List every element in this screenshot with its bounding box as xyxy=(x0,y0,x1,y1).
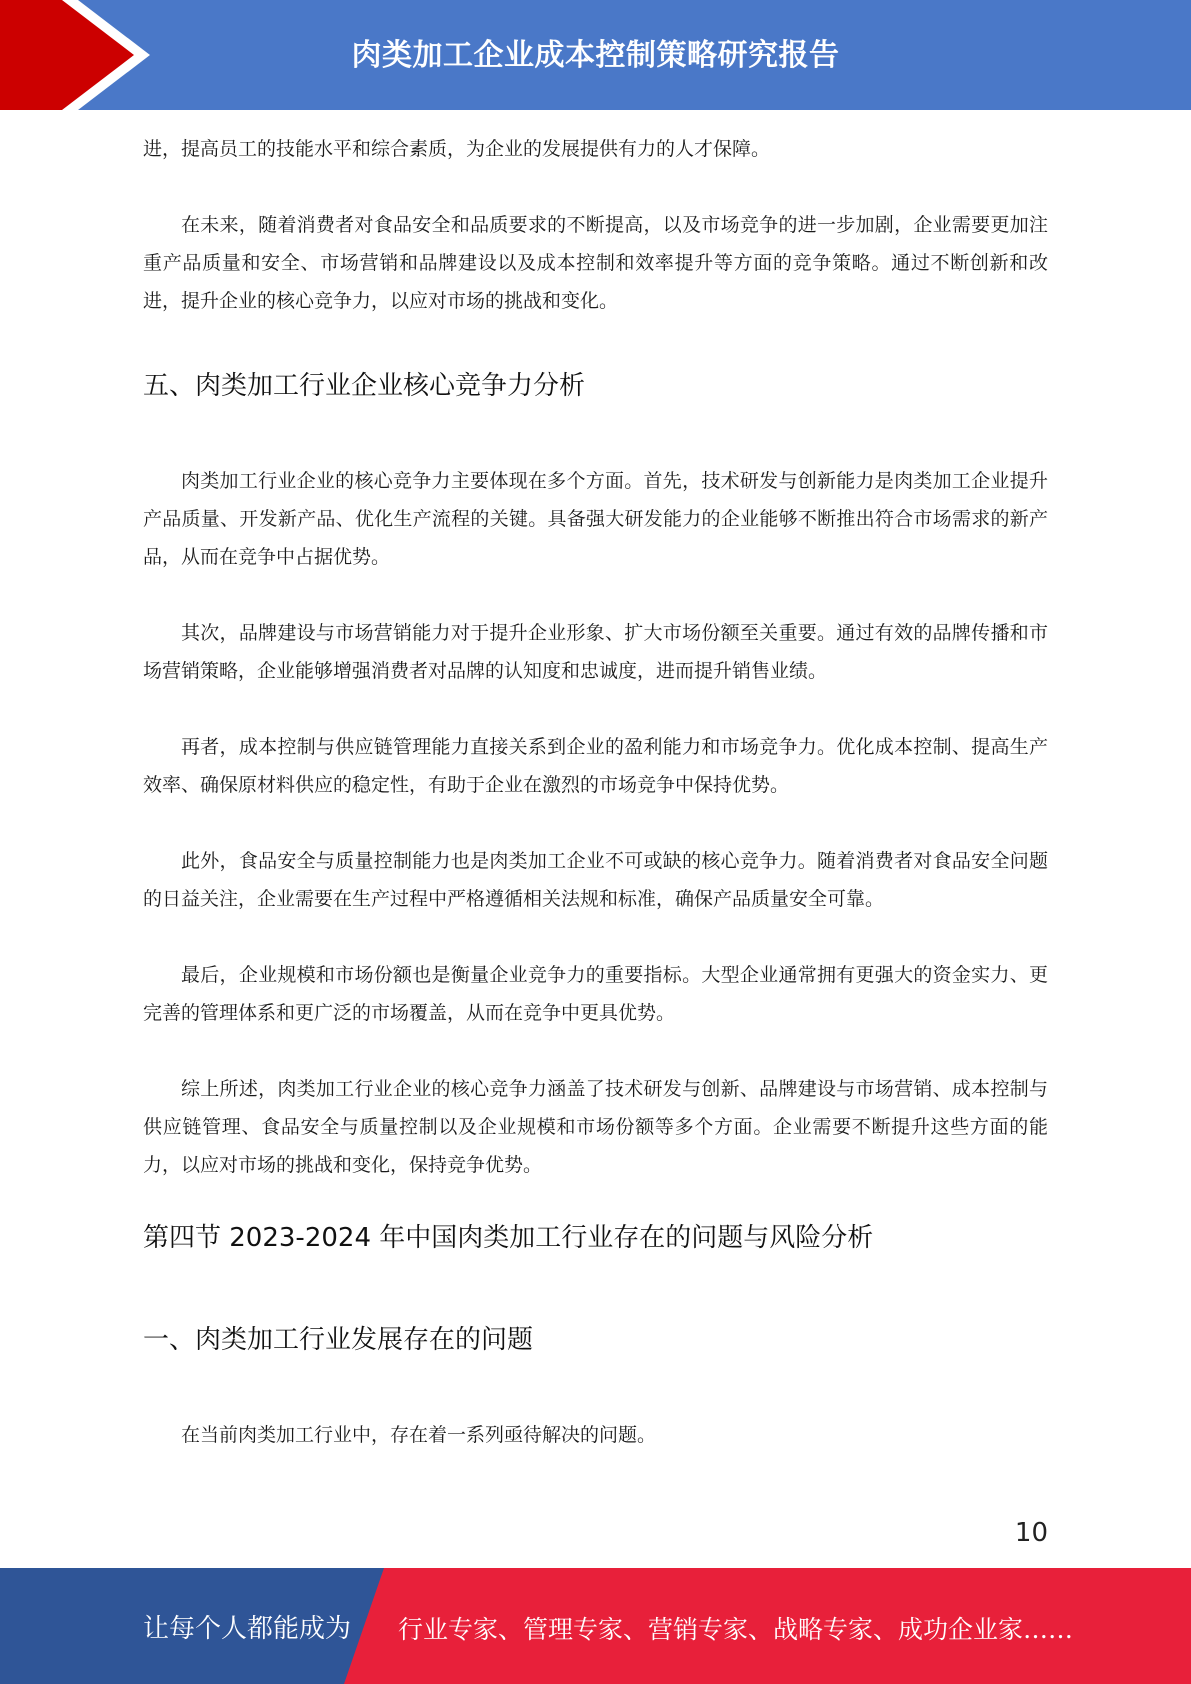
heading-section-four: 第四节 2023-2024 年中国肉类加工行业存在的问题与风险分析 xyxy=(143,1223,874,1253)
footer-slogan-right: 行业专家、管理专家、营销专家、战略专家、成功企业家…… xyxy=(398,1615,1074,1644)
paragraph-summary: 综上所述，肉类加工行业企业的核心竞争力涵盖了技术研发与创新、品牌建设与市场营销、成本控制与供应链管理、食品安全与质量控制以及企业规模和市场份额等多个方面。企业需要不断提升这些方面的能力，以应对市场的挑战和变化，保持竞争优势。 xyxy=(143,1078,1048,1176)
page-footer xyxy=(0,1568,1191,1684)
paragraph-continued: 进，提高员工的技能水平和综合素质，为企业的发展提供有力的人才保障。 xyxy=(143,138,771,160)
paragraph-brand: 其次，品牌建设与市场营销能力对于提升企业形象、扩大市场份额至关重要。通过有效的品牌传播和市场营销策略，企业能够增强消费者对品牌的认知度和忠诚度，进而提升销售业绩。 xyxy=(143,622,1048,682)
paragraph-rnd: 肉类加工行业企业的核心竞争力主要体现在多个方面。首先，技术研发与创新能力是肉类加工企业提升产品质量、开发新产品、优化生产流程的关键。具备强大研发能力的企业能够不断推出符合市场需求的新产品，从而在竞争中占据优势。 xyxy=(143,470,1048,568)
paragraph-cost: 再者，成本控制与供应链管理能力直接关系到企业的盈利能力和市场竞争力。优化成本控制、提高生产效率、确保原材料供应的稳定性，有助于企业在激烈的市场竞争中保持优势。 xyxy=(143,736,1048,796)
page-header xyxy=(0,0,1191,110)
paragraph-problems-intro: 在当前肉类加工行业中，存在着一系列亟待解决的问题。 xyxy=(181,1424,657,1446)
paragraph-food-safety: 此外，食品安全与质量控制能力也是肉类加工企业不可或缺的核心竞争力。随着消费者对食品安全问题的日益关注，企业需要在生产过程中严格遵循相关法规和标准，确保产品质量安全可靠。 xyxy=(143,850,1048,910)
footer-slogan-left: 让每个人都能成为 xyxy=(143,1614,352,1644)
page-content xyxy=(143,130,1048,1454)
paragraph-scale: 最后，企业规模和市场份额也是衡量企业竞争力的重要指标。大型企业通常拥有更强大的资金实力、更完善的管理体系和更广泛的市场覆盖，从而在竞争中更具优势。 xyxy=(143,964,1048,1024)
page-number: 10 xyxy=(1014,1518,1048,1548)
heading-problems: 一、肉类加工行业发展存在的问题 xyxy=(143,1325,534,1355)
paragraph-future-strategy: 在未来，随着消费者对食品安全和品质要求的不断提高，以及市场竞争的进一步加剧，企业需要更加注重产品质量和安全、市场营销和品牌建设以及成本控制和效率提升等方面的竞争策略。通过不断创新和改进，提升企业的核心竞争力，以应对市场的挑战和变化。 xyxy=(143,214,1048,312)
report-title: 肉类加工企业成本控制策略研究报告 xyxy=(351,38,840,73)
heading-core-competitiveness: 五、肉类加工行业企业核心竞争力分析 xyxy=(143,371,586,401)
